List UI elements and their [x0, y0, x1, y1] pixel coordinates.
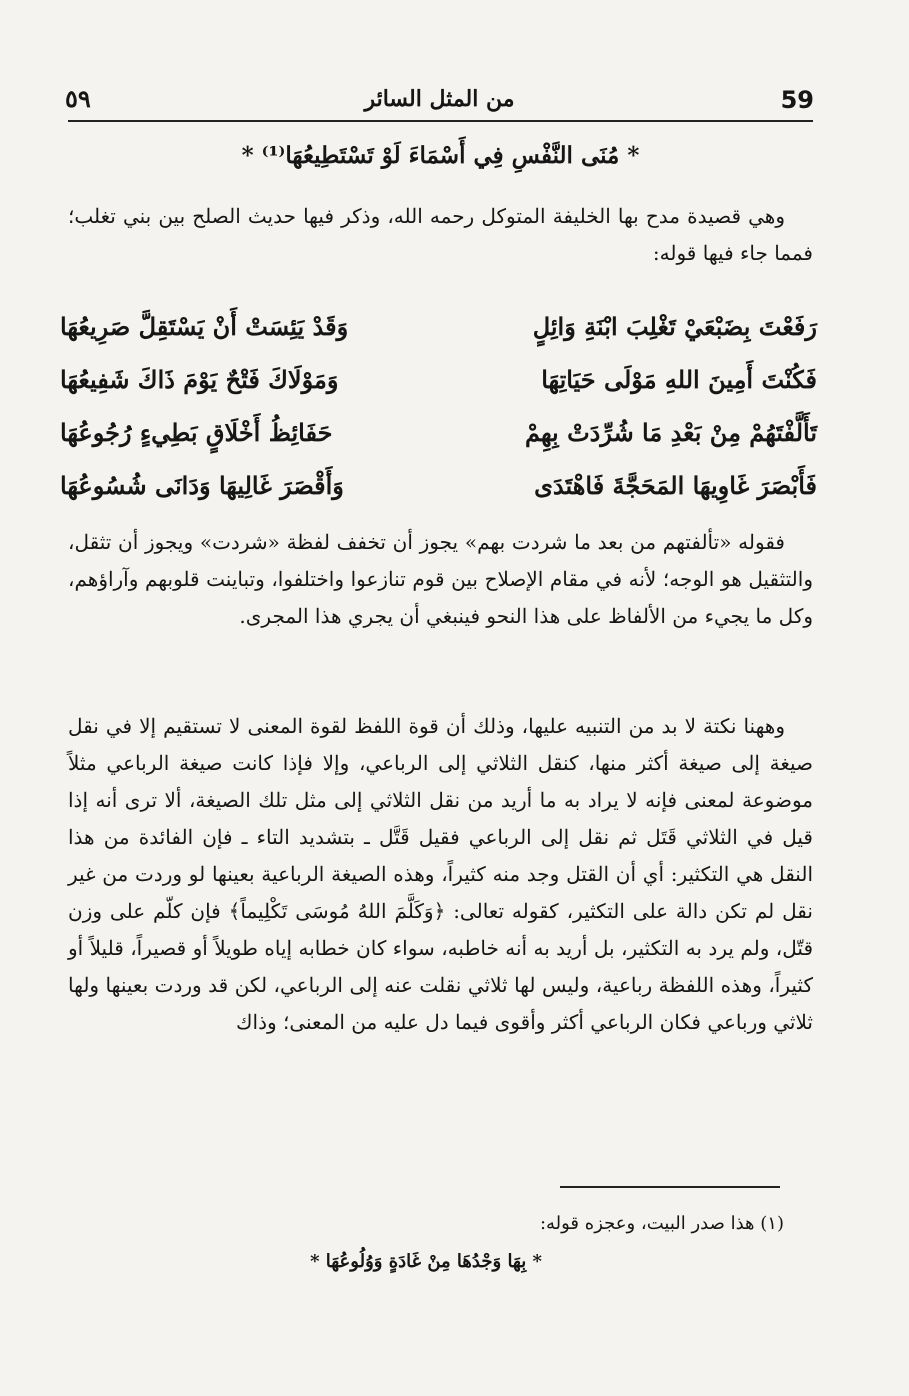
verse-line	[60, 353, 817, 406]
footnote-text: (١) هذا صدر البيت، وعجزه قوله:	[539, 1213, 784, 1234]
verse-first-hemistich: فَأَبْصَرَ غَاوِيهَا المَحَجَّةَ فَاهْتَدَى	[534, 471, 817, 500]
page-header	[65, 82, 814, 116]
intro-paragraph	[68, 198, 813, 272]
commentary-paragraph-2	[68, 708, 813, 1041]
verse-line	[60, 406, 817, 459]
page-number-arabic: ٥٩	[65, 84, 91, 113]
running-title: من المثل السائر	[364, 86, 515, 112]
footnote-verse: * بِهَا وَجْدُهَا مِنْ غَادَةٍ وَوُلُوعُهَا *	[310, 1251, 542, 1272]
verse-first-hemistich: تَأَلَّفْتَهُمْ مِنْ بَعْدِ مَا شُرِّدَتْ بِهِمْ	[525, 418, 817, 447]
verse-second-hemistich: وَقَدْ يَئِسَتْ أَنْ يَسْتَقِلَّ صَرِيعُهَا	[60, 312, 349, 341]
commentary-paragraph-1	[68, 524, 813, 635]
commentary-text-1: فقوله «تألفتهم من بعد ما شردت بهم» يجوز أن تخفف لفظة «شردت» ويجوز أن تثقل، والتثقيل هو الوجه؛ لأنه في مقام الإصلاح بين قوم تنازعوا واختلفوا، وتباينت قلوبهم وآراؤهم، وكل ما يجيء من الألفاظ على هذا النحو فينبغي أن يجري هذا المجرى.	[68, 530, 813, 628]
verse-line	[60, 459, 817, 512]
intro-text: وهي قصيدة مدح بها الخليفة المتوكل رحمه الله، وذكر فيها حديث الصلح بين بني تغلب؛ فمما جاء فيها قوله:	[68, 204, 813, 265]
poem-title: * مُنَى النَّفْسِ فِي أَسْمَاءَ لَوْ تَسْتَطِيعُهَا⁽¹⁾ *	[241, 142, 640, 169]
poem-verses	[60, 300, 817, 512]
verse-second-hemistich: وَأَقْصَرَ غَالِيهَا وَدَانَى شُسُوعُهَا	[60, 471, 344, 500]
verse-first-hemistich: رَفَعْتَ بِضَبْعَيْ تَغْلِبَ ابْنَةِ وَائِلٍ	[532, 312, 817, 341]
footnote	[68, 1208, 784, 1278]
header-divider	[68, 120, 813, 122]
footnote-divider	[560, 1186, 780, 1188]
verse-line	[60, 300, 817, 353]
commentary-text-2: وههنا نكتة لا بد من التنبيه عليها، وذلك أن قوة اللفظ لقوة المعنى لا تستقيم إلا في نقل صيغة إلى صيغة أكثر منها، كنقل الثلاثي إلى الرباعي، وإلا فإذا كانت صيغة الرباعي مثلاً موضوعة لمعنى فإنه لا يراد به ما أريد من نقل الثلاثي إلى مثل تلك الصيغة، ألا ترى أنه إذا قيل في الثلاثي قَتَل ثم نقل إلى الرباعي فقيل قَتَّل ـ بتشديد التاء ـ فإن الفائدة من هذا النقل هي التكثير: أي أن القتل وجد منه كثيراً، وهذه الصيغة الرباعية بعينها لو وردت من غير نقل لم تكن دالة على التكثير، كقوله تعالى: ﴿وَكَلَّمَ اللهُ مُوسَى تَكْلِيماً﴾ فإن كلّم على وزن قتّل، ولم يرد به التكثير، بل أريد به أنه خاطبه، سواء كان خطابه إياه طويلاً أو قصيراً، قليلاً أو كثيراً، وهذه اللفظة رباعية، وليس لها ثلاثي نقلت عنه إلى الرباعي، لكن قد وردت بعينها ولها ثلاثي ورباعي فكان الرباعي أكثر وأقوى فيما دل عليه من المعنى؛ وذاك	[68, 714, 813, 1034]
verse-second-hemistich: وَمَوْلَاكَ فَتْحٌ يَوْمَ ذَاكَ شَفِيعُهَا	[60, 365, 339, 394]
page-number-latin: 59	[780, 86, 814, 114]
verse-second-hemistich: حَفَائِظُ أَخْلَاقٍ بَطِيءٍ رُجُوعُهَا	[60, 418, 333, 447]
verse-first-hemistich: فَكُنْتَ أَمِينَ اللهِ مَوْلَى حَيَاتِهَا	[541, 365, 817, 394]
